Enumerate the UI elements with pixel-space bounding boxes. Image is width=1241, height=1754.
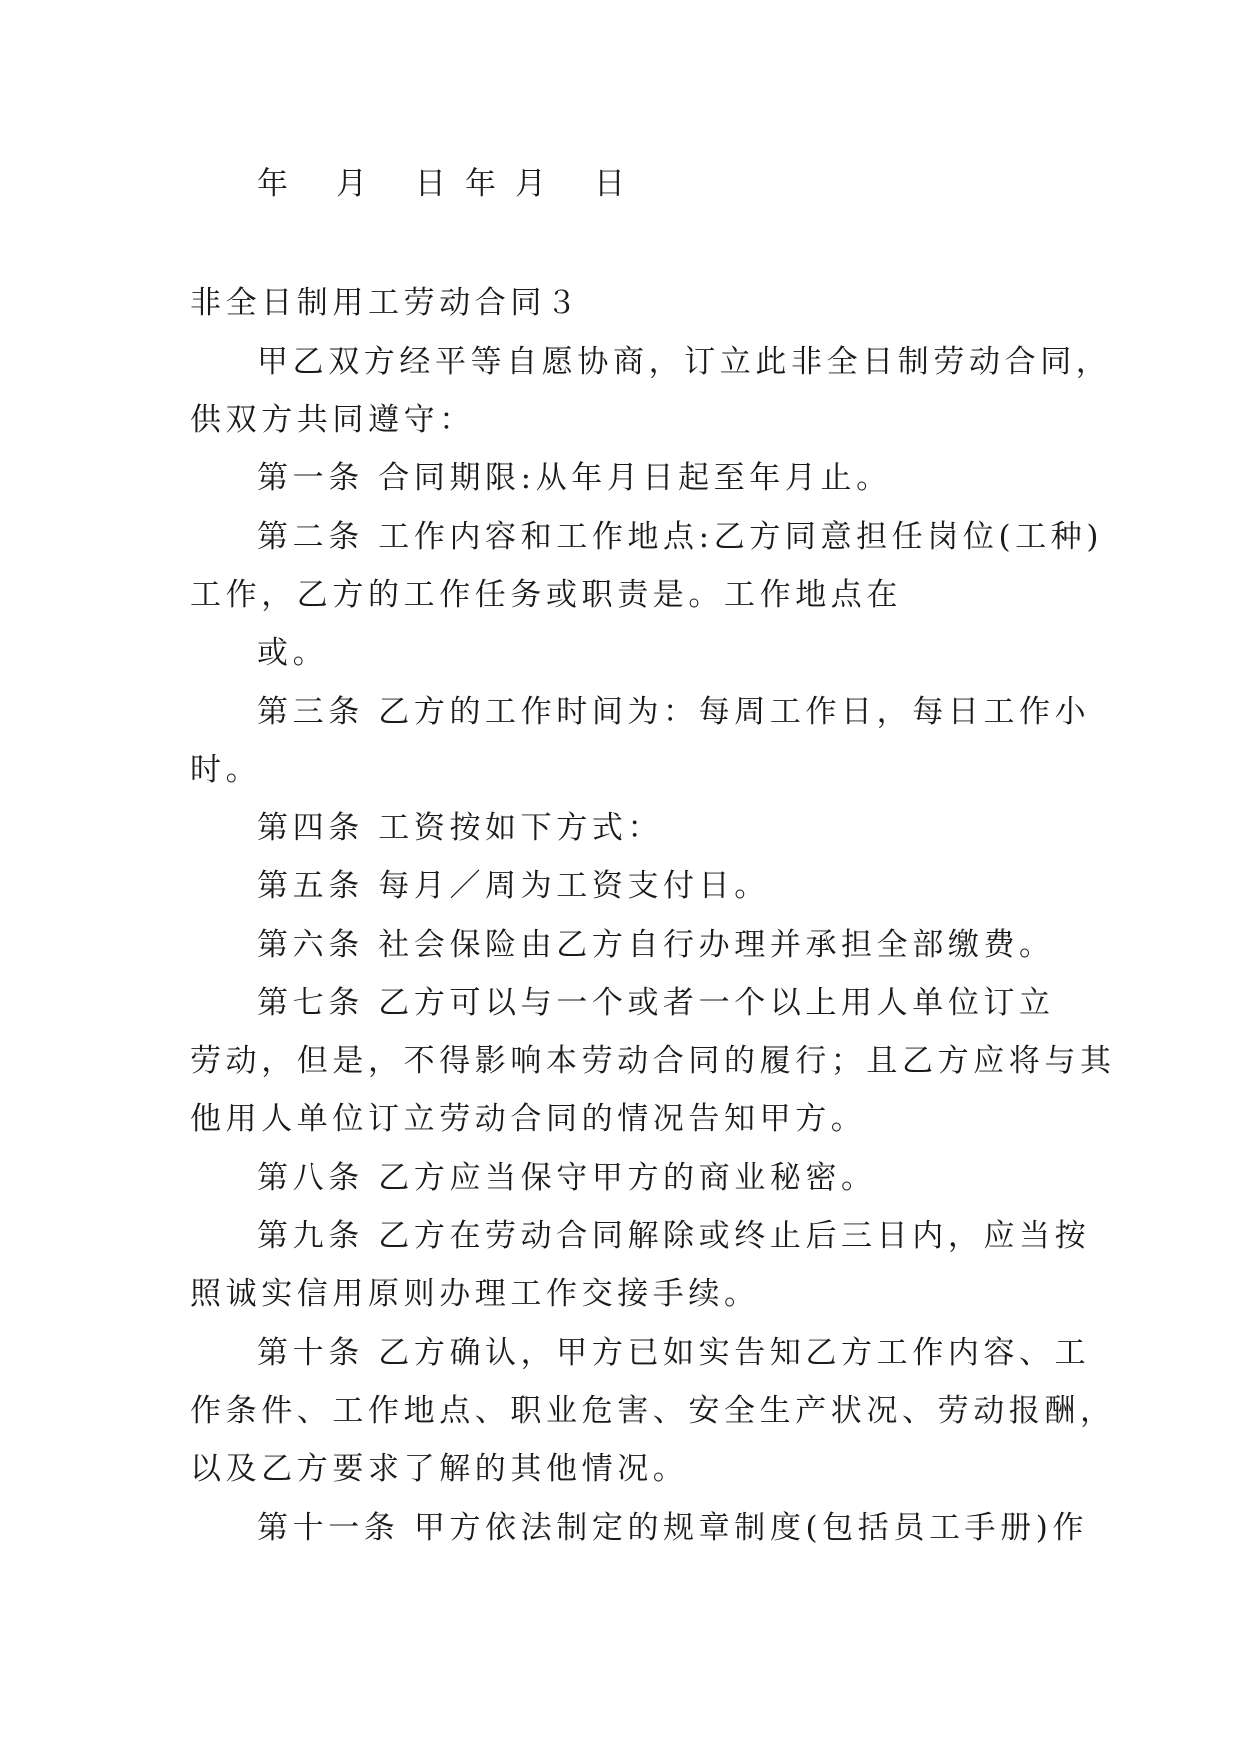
paragraph-line: 作条件、工作地点、职业危害、安全生产状况、劳动报酬，	[190, 1393, 1116, 1429]
article-9-line: 第九条 乙方在劳动合同解除或终止后三日内，应当按	[257, 1218, 1091, 1254]
article-1-line: 第一条 合同期限:从年月日起至年月止。	[257, 460, 892, 496]
signature-date-line: 年 月 日 年 月 日	[257, 166, 630, 202]
paragraph-line: 照诚实信用原则办理工作交接手续。	[190, 1276, 760, 1312]
article-7-line: 第七条 乙方可以与一个或者一个以上用人单位订立	[257, 985, 1055, 1021]
paragraph-line: 他用人单位订立劳动合同的情况告知甲方。	[190, 1101, 867, 1137]
article-5-line: 第五条 每月／周为工资支付日。	[257, 868, 770, 904]
paragraph-line: 以及乙方要求了解的其他情况。	[190, 1451, 689, 1487]
article-10-line: 第十条 乙方确认，甲方已如实告知乙方工作内容、工	[257, 1335, 1091, 1371]
paragraph-line: 供双方共同遵守：	[190, 402, 475, 438]
article-3-line: 第三条 乙方的工作时间为：每周工作日，每日工作小	[257, 694, 1091, 730]
paragraph-line: 甲乙双方经平等自愿协商，订立此非全日制劳动合同，	[257, 344, 1112, 380]
article-4-line: 第四条 工资按如下方式：	[257, 810, 664, 846]
paragraph-line: 劳动，但是，不得影响本劳动合同的履行；且乙方应将与其	[190, 1043, 1116, 1079]
article-2-line: 第二条 工作内容和工作地点:乙方同意担任岗位(工种)	[257, 519, 1104, 555]
paragraph-line: 时。	[190, 752, 262, 788]
article-11-line: 第十一条 甲方依法制定的规章制度(包括员工手册)作	[257, 1510, 1089, 1546]
section-title: 非全日制用工劳动合同３	[190, 285, 582, 321]
paragraph-line: 工作，乙方的工作任务或职责是。工作地点在	[190, 577, 902, 613]
paragraph-line: 或。	[257, 635, 329, 671]
article-8-line: 第八条 乙方应当保守甲方的商业秘密。	[257, 1160, 877, 1196]
article-6-line: 第六条 社会保险由乙方自行办理并承担全部缴费。	[257, 927, 1055, 963]
